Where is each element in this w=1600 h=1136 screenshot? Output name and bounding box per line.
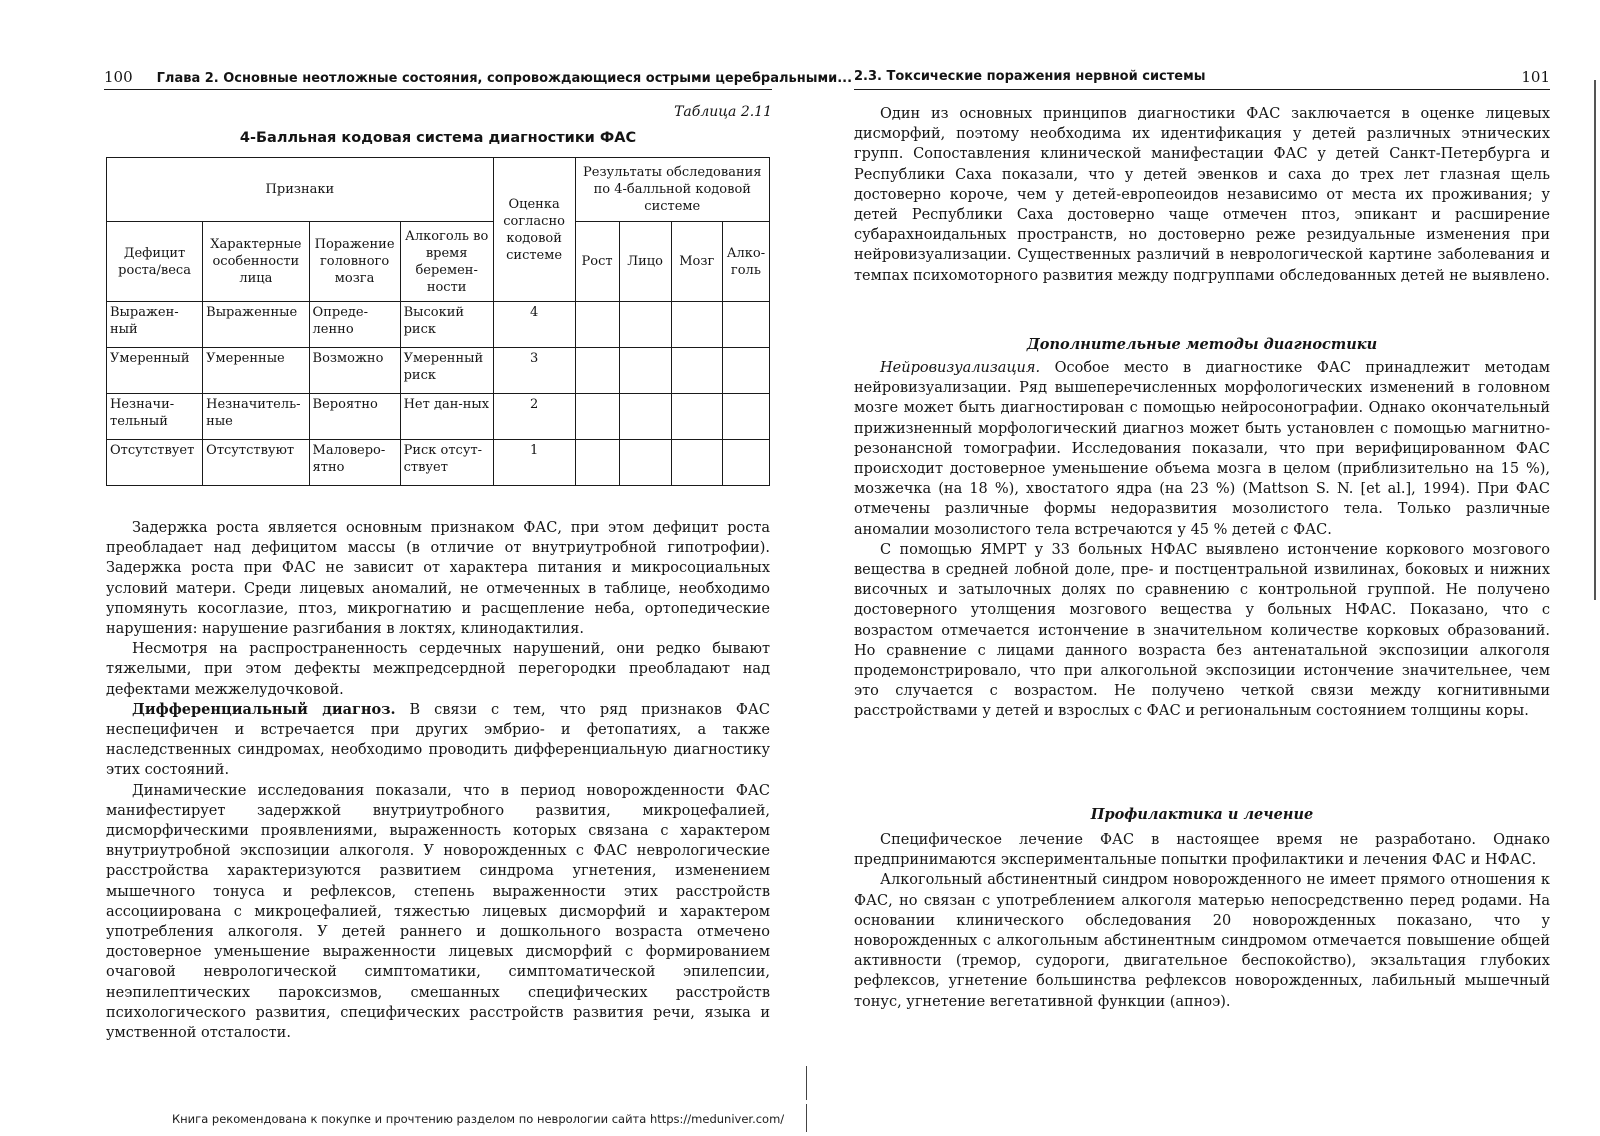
cell-face: Умеренные — [203, 348, 309, 394]
cell-empty — [671, 302, 722, 348]
cell-empty — [722, 440, 769, 486]
paragraph-mri: С помощью ЯМРТ у 33 больных НФАС выявлено истончение коркового мозгового вещества в средней лобной доле, пре- и постцентральной извилинах, боковых и нижних височных и затылочных долях по сравнению с контрольной группой. Не получено достоверного утолщения мозгового вещества у больных НФАС. Показано, что с возрастом отмечается истончение в значительном количестве корковых образований. Но сравнение с лицами данного возраста без антенатальной экспозиции алкоголя продемонстрировало, что при алкогольной экспозиции истончение значительнее, чем это случается с возрастом. Не получено четкой связи между когнитивными расстройствами у детей и взрослых с ФАС и региональным состоянием толщины коры. — [854, 541, 1550, 720]
cell-growth: Выражен-ный — [107, 302, 203, 348]
col-result-brain: Мозг — [671, 222, 722, 302]
cell-score: 1 — [493, 440, 575, 486]
cell-empty — [619, 394, 671, 440]
cell-score: 4 — [493, 302, 575, 348]
cell-empty — [575, 394, 619, 440]
neuroimaging-text: Особое место в диагностике ФАС принадлежит методам нейровизуализации. Ряд вышеперечисленных морфологических изменений в головном мозге может быть диагностирован с помощью нейросонографии. Однако окончательный прижизненный морфологический диагноз может быть установлен с помощью магнитно-резонансной томографии. Исследования показали, что при верифицированном ФАС происходит достоверное уменьшение объема мозга в целом (приблизительно на 15 %), мозжечка (на 18 %), хвостатого ядра (на 23 %) (Mattson S. N. [et al.], 1994). При ФАС отмечены различные формы недоразвития мозолистого тела. Только различные аномалии мозолистого тела встречаются у 45 % детей с ФАС. — [854, 360, 1551, 538]
header-score: Оценка согласно кодовой системе — [493, 158, 575, 302]
cell-growth: Отсутствует — [107, 440, 203, 486]
right-body-intro — [854, 104, 1550, 286]
left-page-number: 100 — [104, 68, 133, 86]
left-running-head — [104, 67, 853, 90]
page-edge-line — [1594, 80, 1596, 600]
cell-brain: Возможно — [309, 348, 400, 394]
right-page — [800, 0, 1600, 1136]
cell-empty — [722, 394, 769, 440]
cell-alcohol: Высокий риск — [400, 302, 493, 348]
differential-diagnosis-heading: Дифференциальный диагноз. — [132, 700, 396, 718]
cell-growth: Умеренный — [107, 348, 203, 394]
left-body-text — [106, 518, 770, 1043]
paragraph-withdrawal-syndrome: Алкогольный абстинентный синдром новорожденного не имеет прямого отношения к ФАС, но связан с употреблением алкоголя матерью непосредственно перед родами. На основании клинического обследования 20 новорожденных показано, что у новорожденных с алкогольным абстинентным синдромом отмечается повышение общей активности (тремор, судороги, двигательное беспокойство), экзальтация глубоких рефлексов, угнетение большинства рефлексов новорожденных, лабильный мышечный тонус, угнетение вегетативной функции (апноэ). — [854, 872, 1550, 1010]
footer-note: Книга рекомендована к покупке и прочтению разделом по неврологии сайта https://meduniver.com/ — [172, 1112, 785, 1126]
cell-alcohol: Нет дан-ных — [400, 394, 493, 440]
paragraph-growth-delay: Задержка роста является основным признаком ФАС, при этом дефицит роста преобладает над дефицитом массы (в отличие от внутриутробной гипотрофии). Задержка роста при ФАС не зависит от характера питания и микросоциальных условий матери. Среди лицевых аномалий, не отмеченных в таблице, необходимо упомянуть косоглазие, птоз, микрогнатию и расщепление неба, ортопедические нарушения: нарушение разгибания в локтях, клинодактилия. — [106, 520, 770, 638]
left-running-head-title: Глава 2. Основные неотложные состояния, сопровождающиеся острыми церебральными... — [156, 71, 853, 86]
cell-empty — [619, 348, 671, 394]
cell-empty — [722, 348, 769, 394]
cell-alcohol: Риск отсут-ствует — [400, 440, 493, 486]
right-running-head-title: 2.3. Токсические поражения нервной системы — [854, 69, 1206, 84]
table-row — [107, 440, 770, 486]
col-facial-features: Характерные особенности лица — [203, 222, 309, 302]
right-running-head — [854, 67, 1550, 90]
cell-empty — [671, 440, 722, 486]
paragraph-specific-treatment: Специфическое лечение ФАС в настоящее время не разработано. Однако предпринимаются экспериментальные попытки профилактики и лечения ФАС и НФАС. — [854, 832, 1550, 869]
cell-score: 3 — [493, 348, 575, 394]
cell-alcohol: Умеренный риск — [400, 348, 493, 394]
neuroimaging-heading: Нейровизуализация. — [880, 360, 1041, 376]
cell-empty — [671, 348, 722, 394]
cell-brain: Вероятно — [309, 394, 400, 440]
cell-score: 2 — [493, 394, 575, 440]
table-row — [107, 302, 770, 348]
cell-empty — [575, 348, 619, 394]
cell-empty — [575, 302, 619, 348]
paragraph-neuroimaging — [854, 358, 1550, 540]
table-row — [107, 394, 770, 440]
paragraph-cardiac: Несмотря на распространенность сердечных нарушений, они редко бывают тяжелыми, при этом дефекты межпредсердной перегородки преобладают над дефектами межжелудочковой. — [106, 641, 770, 698]
cell-empty — [619, 440, 671, 486]
fas-diagnostic-table — [106, 157, 770, 486]
cell-brain: Маловеро-ятно — [309, 440, 400, 486]
differential-diagnosis-text: В связи с тем, что ряд признаков ФАС неспецифичен и встречается при других эмбрио- и фетопатиях, а также наследственных синдромах, необходимо проводить дифференциальную диагностику этих состояний. — [106, 701, 770, 779]
cell-empty — [575, 440, 619, 486]
header-signs: Признаки — [107, 158, 494, 222]
table-title: 4-Балльная кодовая система диагностики ФАС — [239, 130, 637, 146]
col-brain-damage: Поражение головного мозга — [309, 222, 400, 302]
table-row — [107, 348, 770, 394]
right-page-number: 101 — [1521, 68, 1550, 86]
cell-face: Выраженные — [203, 302, 309, 348]
col-result-growth: Рост — [575, 222, 619, 302]
cell-face: Отсутствуют — [203, 440, 309, 486]
cell-brain: Опреде-ленно — [309, 302, 400, 348]
col-growth-deficit: Дефицит роста/веса — [107, 222, 203, 302]
subheading-prevention-treatment: Профилактика и лечение — [1090, 806, 1314, 823]
paragraph-ethnic-groups: Один из основных принципов диагностики ФАС заключается в оценке лицевых дисморфий, поэтому необходима их идентификация у детей различных этнических групп. Сопоставления клинической манифестации ФАС у детей Санкт-Петербурга и Республики Саха показали, что у детей эвенков и саха до трех лет глазная щель достоверно короче, чем у детей-европеоидов независимо от места их проживания; у детей Республики Саха достоверно чаще отмечен птоз, эпикант и расширение субарахноидальных пространств, но достоверно реже резидуальные изменения при нейровизуализации. Существенных различий в неврологической картине заболевания и темпах психомоторного развития между подгруппами обследованных детей не выявлено. — [854, 106, 1550, 284]
cell-empty — [722, 302, 769, 348]
col-result-alcohol: Алко-голь — [722, 222, 769, 302]
cell-face: Незначитель-ные — [203, 394, 309, 440]
paragraph-dynamic-studies: Динамические исследования показали, что в период новорожденности ФАС манифестирует задержкой внутриутробного развития, микроцефалией, дисморфическими проявлениями, выраженность которых связана с характером внутриутробной экспозиции алкоголя. У новорожденных с ФАС неврологические расстройства характеризуются развитием синдрома угнетения, изменением мышечного тонуса и рефлексов, степень выраженности этих расстройств ассоциирована с микроцефалией, тяжестью лицевых дисморфий и характером употребления алкоголя. У детей раннего и дошкольного возраста отмечено достоверное уменьшение выраженности лицевых дисморфий с формированием очаговой неврологической симптоматики, симптоматической эпилепсии, неэпилептических пароксизмов, смешанных специфических расстройств психологического развития, специфических расстройств развития речи, языка и умственной отсталости. — [106, 782, 770, 1042]
cell-empty — [619, 302, 671, 348]
cell-empty — [671, 394, 722, 440]
right-body-neuroimaging — [854, 358, 1550, 722]
table-label: Таблица 2.11 — [674, 104, 772, 120]
subheading-additional-methods: Дополнительные методы диагностики — [1026, 336, 1378, 353]
header-results: Результаты обследования по 4-балльной кодовой системе — [575, 158, 769, 222]
col-result-face: Лицо — [619, 222, 671, 302]
col-alcohol-pregnancy: Алкоголь во время беремен-ности — [400, 222, 493, 302]
paragraph-differential — [106, 700, 770, 781]
right-body-treatment — [854, 830, 1550, 1012]
cell-growth: Незначи-тельный — [107, 394, 203, 440]
